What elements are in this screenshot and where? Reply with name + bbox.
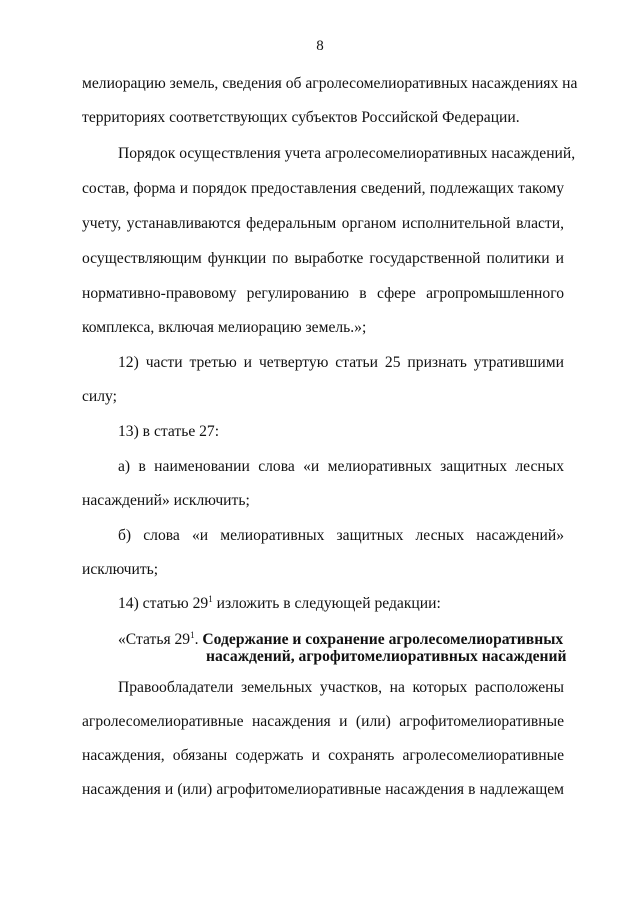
paragraph-line: а) в наименовании слова «и мелиоративных защитных лесных — [118, 458, 564, 475]
paragraph-line: учету, устанавливаются федеральным органом исполнительной власти, — [82, 215, 564, 232]
paragraph-line: 13) в статье 27: — [118, 423, 220, 440]
paragraph-line: комплекса, включая мелиорацию земель.»; — [82, 319, 367, 336]
paragraph-line: состав, форма и порядок предоставления сведений, подлежащих такому — [82, 180, 564, 197]
paragraph-line: насаждений» исключить; — [82, 492, 250, 509]
paragraph-line: исключить; — [82, 561, 159, 578]
paragraph-line: б) слова «и мелиоративных защитных лесных насаждений» — [118, 527, 564, 544]
page-number: 8 — [316, 38, 324, 54]
paragraph-line: 12) части третью и четвертую статьи 25 признать утратившими — [118, 354, 564, 371]
paragraph-line: осуществляющим функции по выработке государственной политики и — [82, 250, 564, 267]
paragraph-line: Правообладатели земельных участков, на которых расположены — [118, 679, 564, 696]
paragraph-line: насаждения, обязаны содержать и сохранять агролесомелиоративные — [82, 747, 564, 764]
paragraph-line: Порядок осуществления учета агролесомелиоративных насаждений, — [118, 145, 576, 162]
paragraph-line: мелиорацию земель, сведения об агролесомелиоративных насаждениях на — [82, 75, 578, 92]
superscript: 1 — [190, 630, 195, 640]
paragraph-line — [118, 594, 564, 614]
article-number: «Статья 29 — [118, 631, 191, 648]
article-title-line-2: насаждений, агрофитомелиоративных насаждений — [206, 648, 567, 665]
article-heading: Содержание и сохранение агролесомелиоративных — [202, 631, 564, 648]
superscript: 1 — [208, 594, 213, 604]
paragraph-line: насаждения и (или) агрофитомелиоративные насаждения в надлежащем — [82, 781, 564, 798]
line-text: 14) статью 29 — [118, 595, 209, 612]
line-text: изложить в следующей редакции: — [212, 595, 441, 612]
paragraph-line: силу; — [82, 388, 117, 405]
paragraph-line: нормативно-правовому регулированию в сфере агропромышленного — [82, 285, 564, 302]
paragraph-line: территориях соответствующих субъектов Российской Федерации. — [82, 109, 520, 126]
article-number-dot: . — [194, 631, 199, 648]
paragraph-line: агролесомелиоративные насаждения и (или) агрофитомелиоративные — [82, 713, 564, 730]
